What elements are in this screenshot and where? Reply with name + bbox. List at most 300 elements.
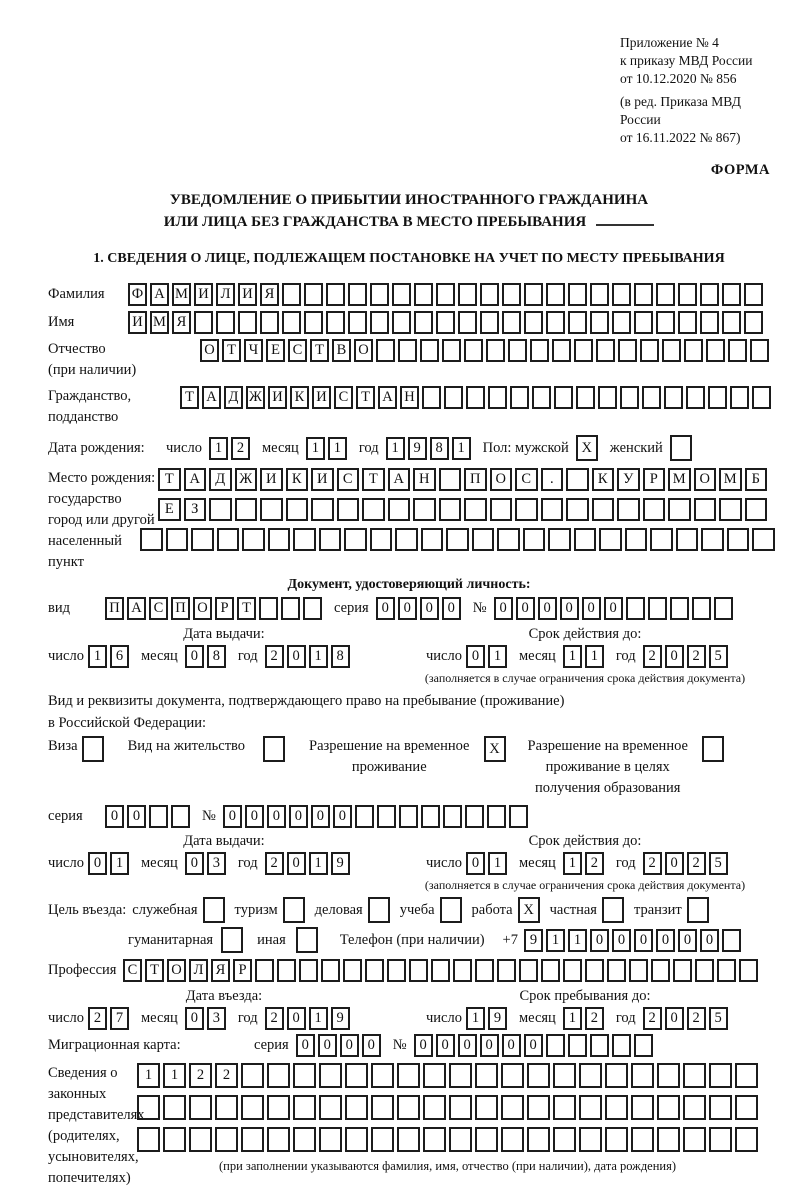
entry-month-cells[interactable] <box>185 1007 226 1030</box>
tourism-checkbox[interactable] <box>283 897 305 923</box>
char-cell[interactable]: 1 <box>309 852 328 875</box>
char-cell[interactable] <box>475 1095 498 1120</box>
char-cell[interactable] <box>345 1063 368 1088</box>
char-cell[interactable]: 0 <box>267 805 286 828</box>
char-cell[interactable]: 0 <box>105 805 124 828</box>
char-cell[interactable] <box>574 339 593 362</box>
char-cell[interactable] <box>631 1095 654 1120</box>
char-cell[interactable]: 1 <box>88 645 107 668</box>
char-cell[interactable] <box>267 1127 290 1152</box>
char-cell[interactable]: 2 <box>687 1007 706 1030</box>
migration-number-cells[interactable] <box>414 1034 653 1057</box>
char-cell[interactable]: 0 <box>590 929 609 952</box>
char-cell[interactable]: Ч <box>244 339 263 362</box>
char-cell[interactable] <box>370 528 393 551</box>
char-cell[interactable] <box>397 1063 420 1088</box>
char-cell[interactable]: 2 <box>88 1007 107 1030</box>
char-cell[interactable]: Н <box>413 468 436 491</box>
char-cell[interactable] <box>421 528 444 551</box>
char-cell[interactable]: О <box>193 597 212 620</box>
char-cell[interactable]: 0 <box>289 805 308 828</box>
char-cell[interactable] <box>453 959 472 982</box>
char-cell[interactable]: 2 <box>231 437 250 460</box>
char-cell[interactable] <box>345 1127 368 1152</box>
char-cell[interactable]: 3 <box>207 1007 226 1030</box>
rvp-seriya-cells[interactable] <box>105 805 190 828</box>
char-cell[interactable] <box>299 959 318 982</box>
id-seriya-cells[interactable] <box>376 597 461 620</box>
char-cell[interactable] <box>509 805 528 828</box>
birth-day-cells[interactable] <box>209 437 250 460</box>
char-cell[interactable] <box>304 311 323 334</box>
char-cell[interactable]: С <box>149 597 168 620</box>
char-cell[interactable]: 2 <box>687 852 706 875</box>
char-cell[interactable]: 0 <box>442 597 461 620</box>
char-cell[interactable] <box>546 311 565 334</box>
char-cell[interactable]: И <box>194 283 213 306</box>
char-cell[interactable] <box>255 959 274 982</box>
char-cell[interactable]: Ж <box>246 386 265 409</box>
char-cell[interactable] <box>599 528 622 551</box>
char-cell[interactable] <box>605 1095 628 1120</box>
char-cell[interactable]: А <box>150 283 169 306</box>
char-cell[interactable] <box>554 386 573 409</box>
char-cell[interactable] <box>282 311 301 334</box>
char-cell[interactable] <box>752 528 775 551</box>
char-cell[interactable] <box>640 339 659 362</box>
char-cell[interactable]: К <box>592 468 615 491</box>
char-cell[interactable]: 0 <box>678 929 697 952</box>
char-cell[interactable] <box>413 498 436 521</box>
char-cell[interactable]: 0 <box>185 1007 204 1030</box>
char-cell[interactable] <box>579 1063 602 1088</box>
char-cell[interactable]: Т <box>237 597 256 620</box>
birth-year-cells[interactable] <box>386 437 471 460</box>
char-cell[interactable]: 2 <box>643 645 662 668</box>
char-cell[interactable] <box>617 498 640 521</box>
char-cell[interactable] <box>442 339 461 362</box>
char-cell[interactable]: 0 <box>414 1034 433 1057</box>
char-cell[interactable] <box>579 1127 602 1152</box>
char-cell[interactable]: Т <box>180 386 199 409</box>
char-cell[interactable]: 0 <box>466 852 485 875</box>
char-cell[interactable]: 0 <box>634 929 653 952</box>
char-cell[interactable] <box>612 283 631 306</box>
char-cell[interactable]: Т <box>356 386 375 409</box>
char-cell[interactable] <box>598 386 617 409</box>
checkbox-cell[interactable] <box>368 897 390 923</box>
char-cell[interactable] <box>686 386 705 409</box>
checkbox-cell[interactable] <box>440 897 462 923</box>
char-cell[interactable] <box>629 959 648 982</box>
char-cell[interactable] <box>466 386 485 409</box>
char-cell[interactable] <box>541 959 560 982</box>
char-cell[interactable] <box>149 805 168 828</box>
char-cell[interactable] <box>376 339 395 362</box>
char-cell[interactable] <box>319 1095 342 1120</box>
char-cell[interactable] <box>501 1095 524 1120</box>
char-cell[interactable]: 5 <box>709 852 728 875</box>
char-cell[interactable] <box>714 597 733 620</box>
char-cell[interactable]: 0 <box>494 597 513 620</box>
char-cell[interactable]: 0 <box>398 597 417 620</box>
char-cell[interactable]: М <box>719 468 742 491</box>
char-cell[interactable] <box>576 386 595 409</box>
char-cell[interactable]: Ж <box>235 468 258 491</box>
char-cell[interactable]: 1 <box>563 645 582 668</box>
char-cell[interactable]: 0 <box>665 1007 684 1030</box>
char-cell[interactable] <box>553 1063 576 1088</box>
char-cell[interactable]: А <box>202 386 221 409</box>
name-cells[interactable] <box>128 311 763 334</box>
char-cell[interactable] <box>163 1127 186 1152</box>
char-cell[interactable] <box>510 386 529 409</box>
char-cell[interactable] <box>259 597 278 620</box>
char-cell[interactable]: 0 <box>376 597 395 620</box>
char-cell[interactable] <box>326 311 345 334</box>
char-cell[interactable]: С <box>337 468 360 491</box>
char-cell[interactable] <box>343 959 362 982</box>
checkbox-cell[interactable] <box>702 736 724 762</box>
char-cell[interactable] <box>472 528 495 551</box>
char-cell[interactable] <box>377 805 396 828</box>
char-cell[interactable]: 0 <box>420 597 439 620</box>
char-cell[interactable] <box>553 1095 576 1120</box>
char-cell[interactable] <box>215 1095 238 1120</box>
char-cell[interactable] <box>574 528 597 551</box>
char-cell[interactable]: 0 <box>88 852 107 875</box>
char-cell[interactable] <box>683 1127 706 1152</box>
char-cell[interactable]: 0 <box>287 852 306 875</box>
char-cell[interactable]: 1 <box>452 437 471 460</box>
char-cell[interactable] <box>387 959 406 982</box>
char-cell[interactable] <box>701 528 724 551</box>
rvp-number-cells[interactable] <box>223 805 528 828</box>
id-valid-day-cells[interactable] <box>466 645 507 668</box>
birthplace-row2-cells[interactable] <box>158 498 775 521</box>
char-cell[interactable] <box>216 311 235 334</box>
char-cell[interactable]: Т <box>145 959 164 982</box>
study-checkbox[interactable] <box>440 897 462 923</box>
char-cell[interactable]: 2 <box>265 852 284 875</box>
char-cell[interactable] <box>643 498 666 521</box>
char-cell[interactable] <box>744 311 763 334</box>
char-cell[interactable]: К <box>290 386 309 409</box>
char-cell[interactable]: 1 <box>585 645 604 668</box>
char-cell[interactable] <box>268 528 291 551</box>
char-cell[interactable]: Е <box>266 339 285 362</box>
char-cell[interactable] <box>739 959 758 982</box>
char-cell[interactable]: 0 <box>604 597 623 620</box>
char-cell[interactable]: 2 <box>189 1063 212 1088</box>
residence-permit-checkbox[interactable] <box>263 736 285 762</box>
char-cell[interactable] <box>166 528 189 551</box>
char-cell[interactable] <box>673 959 692 982</box>
checkbox-cell[interactable] <box>687 897 709 923</box>
char-cell[interactable]: 0 <box>538 597 557 620</box>
char-cell[interactable] <box>395 528 418 551</box>
char-cell[interactable] <box>709 1127 732 1152</box>
char-cell[interactable] <box>397 1095 420 1120</box>
char-cell[interactable]: 1 <box>309 1007 328 1030</box>
phone-cells[interactable] <box>524 929 741 952</box>
char-cell[interactable] <box>676 528 699 551</box>
char-cell[interactable]: З <box>184 498 207 521</box>
char-cell[interactable]: Л <box>216 283 235 306</box>
char-cell[interactable]: 0 <box>287 645 306 668</box>
char-cell[interactable] <box>527 1127 550 1152</box>
char-cell[interactable] <box>370 311 389 334</box>
char-cell[interactable]: 5 <box>709 645 728 668</box>
char-cell[interactable]: 0 <box>362 1034 381 1057</box>
char-cell[interactable] <box>670 597 689 620</box>
char-cell[interactable] <box>727 528 750 551</box>
char-cell[interactable]: О <box>694 468 717 491</box>
char-cell[interactable] <box>678 283 697 306</box>
char-cell[interactable]: 3 <box>207 852 226 875</box>
char-cell[interactable] <box>345 1095 368 1120</box>
char-cell[interactable] <box>475 959 494 982</box>
char-cell[interactable] <box>605 1127 628 1152</box>
char-cell[interactable]: 2 <box>687 645 706 668</box>
rvp-valid-day-cells[interactable] <box>466 852 507 875</box>
char-cell[interactable]: Б <box>745 468 768 491</box>
char-cell[interactable] <box>709 1063 732 1088</box>
char-cell[interactable] <box>566 468 589 491</box>
char-cell[interactable] <box>371 1095 394 1120</box>
char-cell[interactable]: Р <box>215 597 234 620</box>
char-cell[interactable] <box>662 339 681 362</box>
business-checkbox[interactable] <box>368 897 390 923</box>
char-cell[interactable]: . <box>541 468 564 491</box>
private-checkbox[interactable] <box>602 897 624 923</box>
char-cell[interactable] <box>592 498 615 521</box>
char-cell[interactable]: 2 <box>215 1063 238 1088</box>
checkbox-cell[interactable] <box>670 435 692 461</box>
char-cell[interactable] <box>439 498 462 521</box>
char-cell[interactable] <box>502 283 521 306</box>
char-cell[interactable] <box>596 339 615 362</box>
representatives-row2-cells[interactable] <box>137 1095 758 1120</box>
char-cell[interactable]: 1 <box>563 1007 582 1030</box>
id-issue-month-cells[interactable] <box>185 645 226 668</box>
char-cell[interactable] <box>722 311 741 334</box>
char-cell[interactable]: П <box>105 597 124 620</box>
char-cell[interactable]: 0 <box>502 1034 521 1057</box>
char-cell[interactable] <box>348 283 367 306</box>
char-cell[interactable] <box>541 498 564 521</box>
char-cell[interactable] <box>502 311 521 334</box>
char-cell[interactable] <box>293 1095 316 1120</box>
char-cell[interactable] <box>439 468 462 491</box>
char-cell[interactable] <box>267 1063 290 1088</box>
char-cell[interactable] <box>362 498 385 521</box>
char-cell[interactable] <box>519 959 538 982</box>
char-cell[interactable] <box>579 1095 602 1120</box>
char-cell[interactable]: 0 <box>185 852 204 875</box>
char-cell[interactable] <box>398 339 417 362</box>
char-cell[interactable]: С <box>123 959 142 982</box>
char-cell[interactable]: У <box>617 468 640 491</box>
char-cell[interactable]: 6 <box>110 645 129 668</box>
char-cell[interactable]: Т <box>158 468 181 491</box>
char-cell[interactable]: И <box>260 468 283 491</box>
char-cell[interactable]: 9 <box>408 437 427 460</box>
profession-cells[interactable] <box>123 959 758 982</box>
char-cell[interactable]: 2 <box>643 852 662 875</box>
char-cell[interactable] <box>444 386 463 409</box>
rvp-issue-month-cells[interactable] <box>185 852 226 875</box>
char-cell[interactable] <box>651 959 670 982</box>
char-cell[interactable] <box>744 283 763 306</box>
char-cell[interactable] <box>388 498 411 521</box>
char-cell[interactable] <box>480 311 499 334</box>
checkbox-cell[interactable] <box>283 897 305 923</box>
char-cell[interactable]: П <box>171 597 190 620</box>
char-cell[interactable]: Т <box>222 339 241 362</box>
char-cell[interactable] <box>590 283 609 306</box>
id-valid-month-cells[interactable] <box>563 645 604 668</box>
other-checkbox[interactable] <box>296 927 318 953</box>
char-cell[interactable] <box>191 528 214 551</box>
char-cell[interactable] <box>464 498 487 521</box>
birthplace-row3-cells[interactable] <box>140 528 775 551</box>
char-cell[interactable] <box>532 386 551 409</box>
char-cell[interactable] <box>348 311 367 334</box>
char-cell[interactable]: Д <box>224 386 243 409</box>
char-cell[interactable]: 1 <box>488 645 507 668</box>
char-cell[interactable] <box>370 283 389 306</box>
char-cell[interactable]: Ф <box>128 283 147 306</box>
char-cell[interactable] <box>750 339 769 362</box>
checkbox-cell[interactable]: X <box>484 736 506 762</box>
char-cell[interactable] <box>397 1127 420 1152</box>
id-issue-year-cells[interactable] <box>265 645 350 668</box>
char-cell[interactable] <box>487 805 506 828</box>
char-cell[interactable] <box>319 1063 342 1088</box>
char-cell[interactable] <box>189 1095 212 1120</box>
char-cell[interactable]: И <box>128 311 147 334</box>
char-cell[interactable]: Н <box>400 386 419 409</box>
char-cell[interactable] <box>449 1063 472 1088</box>
char-cell[interactable] <box>392 283 411 306</box>
char-cell[interactable] <box>420 339 439 362</box>
char-cell[interactable]: 0 <box>524 1034 543 1057</box>
char-cell[interactable]: В <box>332 339 351 362</box>
char-cell[interactable] <box>546 283 565 306</box>
char-cell[interactable]: С <box>334 386 353 409</box>
char-cell[interactable]: А <box>388 468 411 491</box>
char-cell[interactable] <box>523 528 546 551</box>
char-cell[interactable]: Я <box>211 959 230 982</box>
char-cell[interactable]: 1 <box>309 645 328 668</box>
char-cell[interactable] <box>735 1063 758 1088</box>
char-cell[interactable] <box>303 597 322 620</box>
char-cell[interactable] <box>656 311 675 334</box>
char-cell[interactable] <box>241 1095 264 1120</box>
char-cell[interactable] <box>209 498 232 521</box>
char-cell[interactable] <box>546 1034 565 1057</box>
temp-residence-checkbox[interactable] <box>484 736 506 762</box>
char-cell[interactable] <box>215 1127 238 1152</box>
char-cell[interactable] <box>458 283 477 306</box>
char-cell[interactable] <box>719 498 742 521</box>
char-cell[interactable] <box>497 959 516 982</box>
birth-month-cells[interactable] <box>306 437 347 460</box>
char-cell[interactable]: 1 <box>546 929 565 952</box>
char-cell[interactable] <box>286 498 309 521</box>
representatives-row1-cells[interactable] <box>137 1063 758 1088</box>
char-cell[interactable] <box>293 1127 316 1152</box>
id-issue-day-cells[interactable] <box>88 645 129 668</box>
char-cell[interactable] <box>524 311 543 334</box>
char-cell[interactable] <box>590 311 609 334</box>
char-cell[interactable] <box>497 528 520 551</box>
char-cell[interactable]: И <box>312 386 331 409</box>
char-cell[interactable] <box>163 1095 186 1120</box>
char-cell[interactable]: О <box>490 468 513 491</box>
char-cell[interactable]: 0 <box>127 805 146 828</box>
char-cell[interactable] <box>684 339 703 362</box>
char-cell[interactable]: Р <box>233 959 252 982</box>
rvp-issue-year-cells[interactable] <box>265 852 350 875</box>
char-cell[interactable] <box>634 311 653 334</box>
char-cell[interactable] <box>566 498 589 521</box>
checkbox-cell[interactable]: X <box>518 897 540 923</box>
id-number-cells[interactable] <box>494 597 733 620</box>
char-cell[interactable] <box>267 1095 290 1120</box>
char-cell[interactable] <box>752 386 771 409</box>
char-cell[interactable] <box>443 805 462 828</box>
char-cell[interactable] <box>137 1095 160 1120</box>
char-cell[interactable]: 0 <box>318 1034 337 1057</box>
char-cell[interactable] <box>735 1095 758 1120</box>
char-cell[interactable] <box>700 311 719 334</box>
char-cell[interactable] <box>678 311 697 334</box>
char-cell[interactable]: 0 <box>582 597 601 620</box>
char-cell[interactable]: А <box>184 468 207 491</box>
char-cell[interactable] <box>625 528 648 551</box>
char-cell[interactable] <box>293 1063 316 1088</box>
char-cell[interactable] <box>392 311 411 334</box>
char-cell[interactable] <box>399 805 418 828</box>
char-cell[interactable] <box>311 498 334 521</box>
char-cell[interactable]: М <box>172 283 191 306</box>
char-cell[interactable] <box>423 1127 446 1152</box>
birthplace-row1-cells[interactable] <box>158 468 775 491</box>
char-cell[interactable]: Р <box>643 468 666 491</box>
char-cell[interactable] <box>422 386 441 409</box>
char-cell[interactable] <box>446 528 469 551</box>
char-cell[interactable] <box>668 498 691 521</box>
char-cell[interactable]: 0 <box>560 597 579 620</box>
char-cell[interactable] <box>449 1127 472 1152</box>
char-cell[interactable] <box>664 386 683 409</box>
checkbox-cell[interactable]: X <box>576 435 598 461</box>
char-cell[interactable] <box>431 959 450 982</box>
char-cell[interactable]: 7 <box>110 1007 129 1030</box>
char-cell[interactable]: 0 <box>185 645 204 668</box>
char-cell[interactable] <box>337 498 360 521</box>
entry-day-cells[interactable] <box>88 1007 129 1030</box>
representatives-row3-cells[interactable] <box>137 1127 758 1152</box>
char-cell[interactable]: 1 <box>137 1063 160 1088</box>
char-cell[interactable]: 0 <box>333 805 352 828</box>
id-type-cells[interactable] <box>105 597 322 620</box>
char-cell[interactable] <box>423 1063 446 1088</box>
char-cell[interactable] <box>735 1127 758 1152</box>
char-cell[interactable] <box>238 311 257 334</box>
